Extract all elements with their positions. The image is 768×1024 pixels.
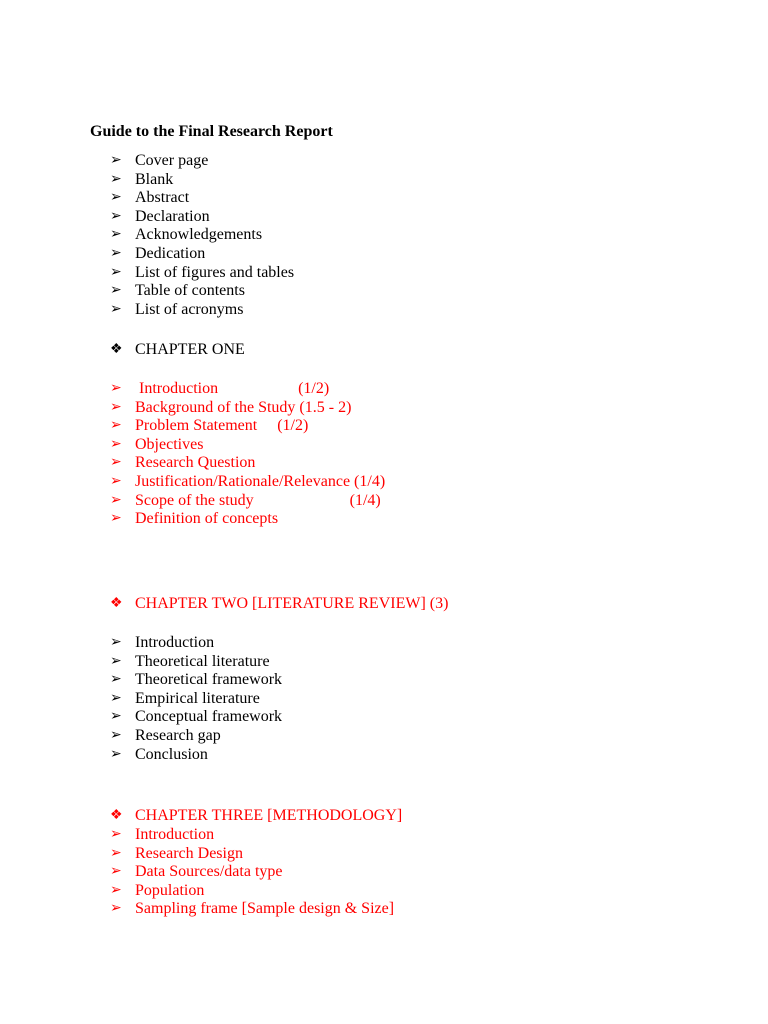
document-title: Guide to the Final Research Report [90, 123, 333, 140]
arrow-bullet-icon: ➢ [110, 709, 122, 725]
arrow-bullet-icon: ➢ [110, 455, 122, 471]
arrow-bullet-icon: ➢ [110, 635, 122, 650]
arrow-bullet-icon: ➢ [110, 511, 122, 527]
arrow-bullet-icon: ➢ [110, 901, 122, 917]
diamond-bullet-icon: ❖ [110, 808, 123, 823]
arrow-bullet-icon: ➢ [110, 418, 122, 434]
arrow-bullet-icon: ➢ [110, 153, 122, 168]
arrow-bullet-icon: ➢ [110, 227, 122, 243]
diamond-bullet-icon: ❖ [110, 342, 123, 357]
chapter-three-heading: ❖ CHAPTER THREE [METHODOLOGY] [110, 807, 403, 824]
arrow-bullet-icon: ➢ [110, 690, 122, 706]
arrow-bullet-icon: ➢ [110, 381, 122, 396]
arrow-bullet-icon: ➢ [110, 264, 122, 280]
arrow-bullet-icon: ➢ [110, 492, 122, 508]
diamond-bullet-icon: ❖ [110, 596, 123, 611]
arrow-bullet-icon: ➢ [110, 245, 122, 261]
arrow-bullet-icon: ➢ [110, 746, 122, 762]
arrow-bullet-icon: ➢ [110, 190, 122, 206]
arrow-bullet-icon: ➢ [110, 864, 122, 880]
arrow-bullet-icon: ➢ [110, 653, 122, 669]
arrow-bullet-icon: ➢ [110, 473, 122, 489]
arrow-bullet-icon: ➢ [110, 727, 122, 743]
arrow-bullet-icon: ➢ [110, 208, 122, 224]
arrow-bullet-icon: ➢ [110, 301, 122, 317]
arrow-bullet-icon: ➢ [110, 399, 122, 415]
arrow-bullet-icon: ➢ [110, 845, 122, 861]
chapter-two-heading: ❖ CHAPTER TWO [LITERATURE REVIEW] (3) [110, 595, 449, 612]
arrow-bullet-icon: ➢ [110, 672, 122, 688]
arrow-bullet-icon: ➢ [110, 436, 122, 452]
arrow-bullet-icon: ➢ [110, 827, 122, 842]
arrow-bullet-icon: ➢ [110, 171, 122, 187]
arrow-bullet-icon: ➢ [110, 283, 122, 299]
arrow-bullet-icon: ➢ [110, 882, 122, 898]
chapter-one-heading: ❖ CHAPTER ONE [110, 341, 245, 358]
